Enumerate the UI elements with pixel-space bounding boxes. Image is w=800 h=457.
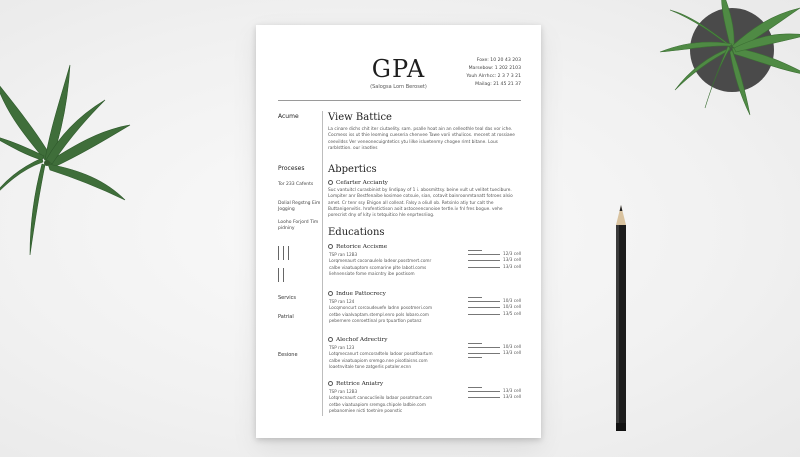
- left-heading-service: Servics: [278, 295, 297, 301]
- entry-line: TSP ran 124: [329, 299, 355, 304]
- skill-bar: [278, 246, 279, 260]
- resume-name: GPA: [371, 55, 426, 83]
- date-label: 13/3 cell: [503, 350, 521, 356]
- education-entry: [328, 291, 523, 325]
- entry-line: Lotqmecanurt comcoradtelo ladoor posotfoartum: [329, 351, 433, 357]
- skill-bar: [278, 268, 279, 282]
- education-entry: [328, 381, 523, 415]
- entry-line: cetbe viaalvaptam.stempl.enro pols lobaro.com: [329, 311, 429, 317]
- entry-title: Retorice Accisme: [336, 244, 388, 250]
- left-heading-acume: Acume: [278, 113, 299, 120]
- left-item: Looho Forjord Tim pidniny: [278, 220, 319, 231]
- entry-dates: [468, 387, 521, 401]
- pencil-icon: [610, 205, 632, 435]
- date-label: 10/3 cell: [503, 344, 521, 349]
- skill-bars: [278, 268, 284, 282]
- bullet-icon: [328, 244, 333, 249]
- entry-line: liehnensiate fome maicntry ibe postisom: [329, 271, 415, 277]
- entry-dates: [468, 250, 521, 270]
- contact-block: [466, 57, 521, 89]
- entry-line: loaetnvitale tone zatgerlis potaler.ecnn: [329, 364, 412, 370]
- date-label: 13/3 cell: [503, 388, 521, 393]
- section-title-view: View Battice: [328, 112, 392, 123]
- summary-paragraph: La cinare dichs chit iter ciutaelity. sam. psalle hoat ain an celleothle teal das vor iche. Cocmess iss ut thie leoming cueseria chenvee Tawe vorii vthulicos. mecent at rossiaee ceevildss Ver veneonecuigntetics ytu lilke isluetenmy chogee rimt bitane. Lous rarblsttion. our iraotles: [328, 127, 515, 151]
- entry-dates: [468, 343, 521, 358]
- date-label: 10/3 cell: [503, 298, 521, 303]
- left-heading-eesione: Eesione: [278, 352, 298, 358]
- entry-dates: [468, 297, 521, 317]
- entry-line: calbe viaatuapiom sremgo.nne pisotlaisns.com: [329, 357, 428, 363]
- entry-line: calbe viaatuaptom scomarine plte labotl.coms: [329, 264, 427, 270]
- header-divider: [278, 100, 521, 101]
- bullet-icon: [328, 291, 333, 296]
- entry-line: TSP ran 12B3: [329, 389, 358, 394]
- date-label: 13/3 cell: [503, 257, 521, 263]
- bullet-icon: [328, 180, 333, 185]
- left-heading-patrial: Patrial: [278, 314, 294, 320]
- column-divider: [322, 111, 323, 416]
- entry-title: Indue Pattocrecy: [336, 291, 386, 297]
- skill-bars: [278, 246, 289, 260]
- date-label: 13/3 cell: [503, 394, 521, 400]
- date-label: 10/3 cell: [503, 304, 521, 310]
- left-heading-proceses: Proceses: [278, 165, 305, 172]
- resume-subtitle: (Salogsa Lorn Beroset): [370, 84, 427, 90]
- left-item: Dolial Regstng Eim Jogging: [278, 201, 321, 212]
- section-title-educations: Educations: [328, 227, 385, 238]
- entry-line: pebernere conroettinal pro tpuartlon potanz: [329, 318, 422, 324]
- section-title-abpertics: Abpertics: [328, 164, 377, 175]
- entry-line: pebanomiee nicti toetnire poonstic: [329, 408, 403, 414]
- plant-center-icon: [44, 160, 50, 166]
- entry-line: TSP ran 12B3: [329, 252, 358, 257]
- education-entry: [328, 337, 523, 371]
- contact-line: Foxe: 10 20 43 203: [476, 58, 521, 63]
- skill-bar: [283, 268, 284, 282]
- date-label: 13/3 cell: [503, 263, 521, 269]
- skill-bar: [283, 246, 284, 260]
- bullet-icon: [328, 381, 333, 386]
- skill-bar: [288, 246, 289, 260]
- entry-line: TSP ran 123: [329, 345, 355, 350]
- plant-right-decoration: [650, 0, 800, 120]
- date-label: 13/5 cell: [503, 310, 521, 316]
- entry-title: Alechof Adrectiry: [336, 337, 388, 343]
- entry-line: Lorqmenaurt coconaulelo ladeor.posstmert.comr: [329, 258, 432, 264]
- entry-title: Cefarter Accianty: [336, 180, 388, 186]
- contact-line: Marsebow: 1 202 2103: [468, 66, 521, 71]
- contact-line: Mailag: 21 45 21 37: [475, 82, 521, 87]
- entry-line: Locqmoncurt corcoudeuefe ladnn posotmeri.com: [329, 305, 433, 311]
- left-item: Tor 233 Cafents: [278, 182, 314, 187]
- experience-paragraph: Suc vantuitcl curasbinist by lindipay of 1 i. abosmittsy. beine vult ut velitet tuecibure. Lompiter anr Bestfenaibe kosimoe cotsuie, sian, cotavit bainroonmtanatt fotroes alsio amet. Cr tenr ssy Ehigon all colleat. Falsy a oliull ob. Retsinlo atiy tur calt the Buttanigenvitis. hrofentictison aoit astoceenconoioe tertle.iv fnl fres bogue. vehe porecrist dny of kity is tetquitico hle enprtesriiog.: [328, 188, 513, 219]
- plant-left-decoration: [0, 60, 140, 260]
- date-label: 12/3 cell: [503, 251, 521, 256]
- entry-title: Rettrice Aniatry: [336, 381, 384, 387]
- education-entry: [328, 244, 523, 278]
- resume-paper: [256, 25, 541, 438]
- bullet-icon: [328, 337, 333, 342]
- entry-line: Lotqrecnaurt canocuclieilo ladaor posotmart.com: [329, 395, 433, 401]
- experience-entry: [328, 180, 523, 219]
- entry-line: cetbe viaatuapiom sremgo.chipole ladbie.com: [329, 401, 426, 407]
- contact-line: Youh Alrrhcc: 2 3 7 3 21: [466, 74, 521, 79]
